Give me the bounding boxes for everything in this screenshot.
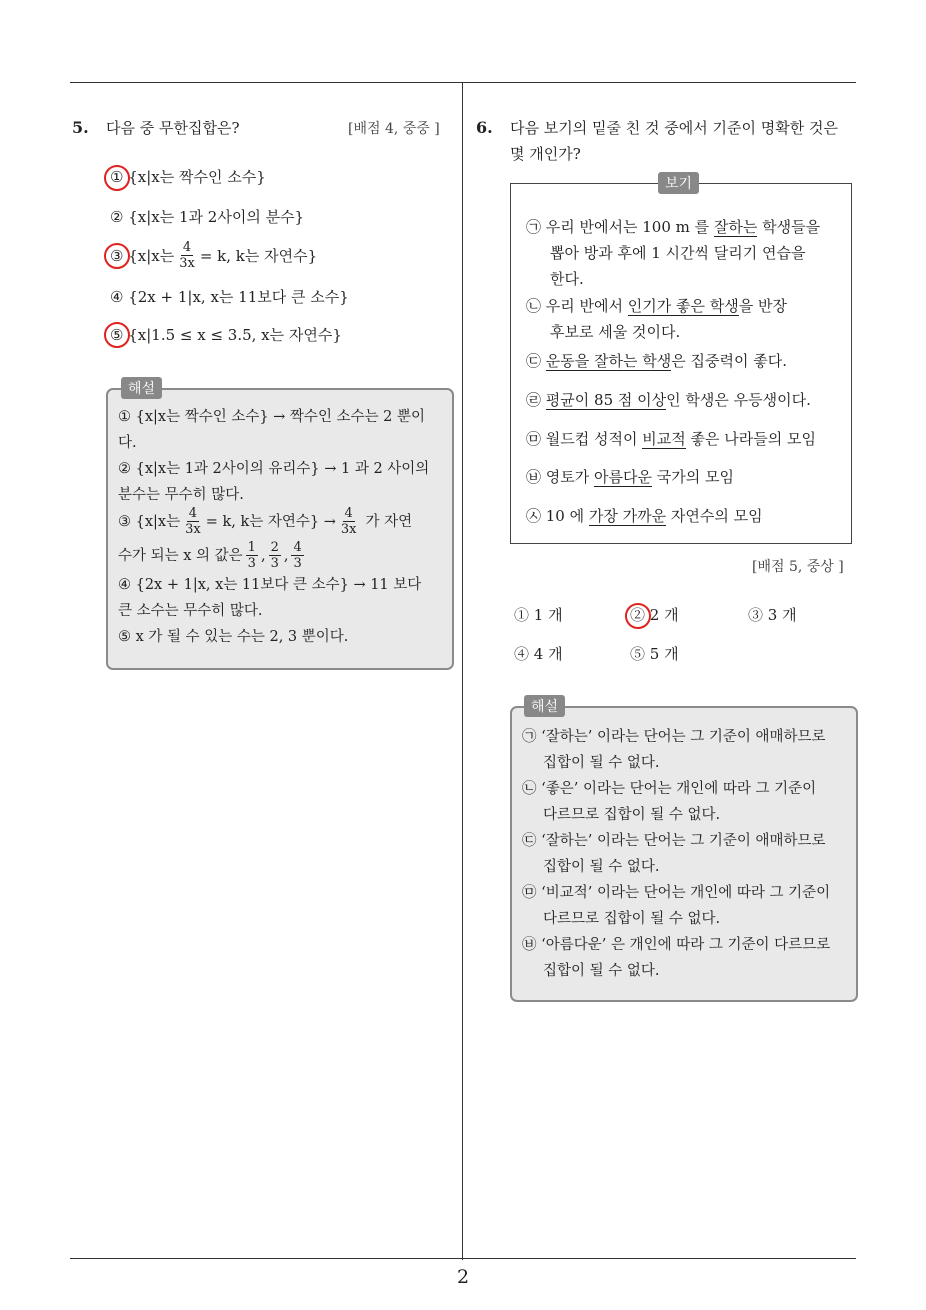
q5-sol-l5-mid: = k, k는 자연수} → — [205, 513, 336, 530]
q5-sol-line-5 — [118, 506, 412, 537]
bogi-a-underlined: 잘하는 — [713, 218, 758, 236]
answer-mark-circle — [104, 243, 130, 269]
bogi-item-b-line2: 후보로 세울 것이다. — [550, 323, 681, 341]
q5-option-4[interactable]: ④ {2x + 1|x, x는 11보다 큰 소수} — [110, 288, 349, 306]
bogi-g-pre: ㉦ 10 에 — [526, 507, 589, 525]
q6-text-line-1: 다음 보기의 밑줄 친 것 중에서 기준이 명확한 것은 — [510, 119, 838, 137]
bogi-f-post: 국가의 모임 — [651, 468, 734, 486]
q6-solution-badge: 해설 — [524, 695, 565, 717]
column-divider — [462, 83, 463, 1260]
q6-sol-line-6: 집합이 될 수 없다. — [543, 859, 660, 875]
q5-sol-l6-pre: 수가 되는 x 의 값은 — [118, 547, 243, 564]
q5-sol-l6-frac2 — [269, 540, 281, 571]
bogi-item-c — [526, 348, 787, 374]
bogi-b-pre: ㉡ 우리 반에서 — [526, 297, 628, 315]
q6-sol-line-4: 다르므로 집합이 될 수 없다. — [543, 807, 721, 823]
bogi-a-post: 학생들을 — [757, 218, 821, 236]
q5-sol-l5-num2: 4 — [344, 506, 353, 521]
bottom-rule — [70, 1258, 856, 1259]
q5-sol-l6-f2n: 2 — [270, 540, 279, 555]
q5-sol-line-6 — [118, 540, 307, 571]
q5-sol-line-4: 분수는 무수히 많다. — [118, 487, 244, 503]
q5-option-1[interactable]: ① {x|x는 짝수인 소수} — [110, 168, 266, 186]
bogi-e-underlined: 비교적 — [642, 430, 686, 448]
q5-sol-l5-post: 가 자연 — [365, 513, 413, 530]
q5-option-2[interactable]: ② {x|x는 1과 2사이의 분수} — [110, 208, 305, 226]
q6-choice-2[interactable]: ② 2 개 — [630, 606, 679, 624]
q5-option-3-pre: ③ {x|x는 — [110, 247, 175, 265]
q5-sol-l6-frac1 — [246, 540, 258, 571]
bogi-b-post: 을 반장 — [738, 297, 787, 315]
bogi-f-underlined: 아름다운 — [594, 468, 652, 486]
q5-sol-l6-f3d: 3 — [293, 556, 302, 571]
bogi-item-e — [526, 426, 816, 452]
q5-text: 다음 중 무한집합은? — [106, 119, 240, 137]
bogi-item-a-line2: 뽑아 방과 후에 1 시간씩 달리기 연습을 — [550, 244, 806, 262]
top-rule — [70, 82, 856, 83]
q5-sol-comma: , — [283, 547, 289, 564]
q6-choice-1[interactable]: ① 1 개 — [514, 606, 563, 624]
bogi-item-g — [526, 503, 763, 529]
q5-sol-l5-den: 3x — [185, 522, 201, 537]
bogi-f-pre: ㉥ 영토가 — [526, 468, 595, 486]
page-number: 2 — [456, 1266, 470, 1288]
q6-sol-line-8: 다르므로 집합이 될 수 없다. — [543, 911, 721, 927]
q5-sol-line-9: ⑤ x 가 될 수 있는 수는 2, 3 뿐이다. — [118, 629, 349, 645]
q5-option-3-fraction — [177, 240, 197, 271]
q6-sol-line-10: 집합이 될 수 없다. — [543, 963, 660, 979]
bogi-d-pre: ㉣ — [526, 391, 546, 409]
bogi-c-pre: ㉢ — [526, 352, 546, 370]
q5-sol-l5-pre: ③ {x|x는 — [118, 513, 181, 530]
q5-solution-badge: 해설 — [121, 377, 162, 399]
q6-choice-5[interactable]: ⑤ 5 개 — [630, 645, 679, 663]
q5-sol-l6-f1n: 1 — [247, 540, 256, 555]
q5-sol-l5-num: 4 — [188, 506, 198, 521]
q5-sol-line-7: ④ {2x + 1|x, x는 11보다 큰 소수} → 11 보다 — [118, 577, 422, 593]
bogi-d-post: 인 학생은 우등생이다. — [666, 391, 811, 409]
answer-mark-circle — [104, 322, 130, 348]
bogi-item-f — [526, 464, 734, 490]
bogi-a-pre: ㉠ 우리 반에서는 100 m 를 — [526, 218, 714, 236]
bogi-b-underlined: 인기가 좋은 학생 — [627, 297, 739, 315]
q6-choice-3[interactable]: ③ 3 개 — [748, 606, 797, 624]
q6-sol-line-2: 집합이 될 수 없다. — [543, 755, 660, 771]
q5-sol-l6-frac3 — [291, 540, 303, 571]
q5-number: 5. — [72, 118, 89, 137]
q5-sol-l5-den2: 3x — [340, 522, 357, 537]
q5-sol-line-8: 큰 소수는 무수히 많다. — [118, 603, 263, 619]
q6-sol-line-7: ㉤ ‘비교적’ 이라는 단어는 개인에 따라 그 기준이 — [522, 885, 831, 901]
q5-score: [배점 4, 중중 ] — [348, 121, 440, 137]
q5-sol-l6-f2d: 3 — [270, 556, 279, 571]
bogi-item-a — [526, 214, 820, 240]
q5-sol-l6-f1d: 3 — [247, 556, 256, 571]
q5-option-3[interactable] — [110, 240, 317, 271]
q5-sol-l5-frac2 — [339, 506, 359, 537]
q5-option-3-den: 3x — [179, 256, 195, 271]
q5-sol-l5-frac1 — [183, 506, 203, 537]
answer-mark-circle — [625, 603, 651, 629]
bogi-item-d — [526, 387, 811, 413]
q5-sol-l6-f3n: 4 — [293, 540, 302, 555]
answer-mark-circle — [104, 165, 130, 191]
q6-number: 6. — [476, 118, 493, 137]
bogi-c-post: 은 집중력이 좋다. — [671, 352, 787, 370]
bogi-label: 보기 — [658, 172, 699, 194]
bogi-e-pre: ㉤ 월드컵 성적이 — [526, 430, 643, 448]
q6-sol-line-3: ㉡ ‘좋은’ 이라는 단어는 개인에 따라 그 기준이 — [522, 781, 817, 797]
bogi-d-underlined: 평균이 85 점 이상 — [545, 391, 667, 409]
bogi-e-post: 좋은 나라들의 모임 — [685, 430, 816, 448]
q5-sol-line-2: 다. — [118, 435, 137, 451]
q5-sol-comma: , — [260, 547, 266, 564]
q6-sol-line-5: ㉢ ‘잘하는’ 이라는 단어는 그 기준이 애매하므로 — [522, 833, 826, 849]
q6-choice-4[interactable]: ④ 4 개 — [514, 645, 563, 663]
bogi-item-b — [526, 293, 787, 319]
q5-sol-line-1: ① {x|x는 짝수인 소수} → 짝수인 소수는 2 뿐이 — [118, 409, 426, 425]
bogi-g-post: 자연수의 모임 — [666, 507, 763, 525]
q5-option-3-post: = k, k는 자연수} — [199, 247, 318, 265]
q5-sol-line-3: ② {x|x는 1과 2사이의 유리수} → 1 과 2 사이의 — [118, 461, 430, 477]
bogi-item-a-line3: 한다. — [550, 270, 584, 288]
bogi-c-underlined: 운동을 잘하는 학생 — [545, 352, 672, 370]
q5-option-3-num: 4 — [182, 240, 192, 255]
q6-sol-line-1: ㉠ ‘잘하는’ 이라는 단어는 그 기준이 애매하므로 — [522, 729, 826, 745]
q6-text-line-2: 몇 개인가? — [510, 145, 581, 163]
q5-option-5[interactable]: ⑤ {x|1.5 ≤ x ≤ 3.5, x는 자연수} — [110, 326, 342, 344]
bogi-g-underlined: 가장 가까운 — [588, 507, 667, 525]
q6-sol-line-9: ㉥ ‘아름다운’ 은 개인에 따라 그 기준이 다르므로 — [522, 937, 831, 953]
q6-score: [배점 5, 중상 ] — [752, 559, 844, 575]
